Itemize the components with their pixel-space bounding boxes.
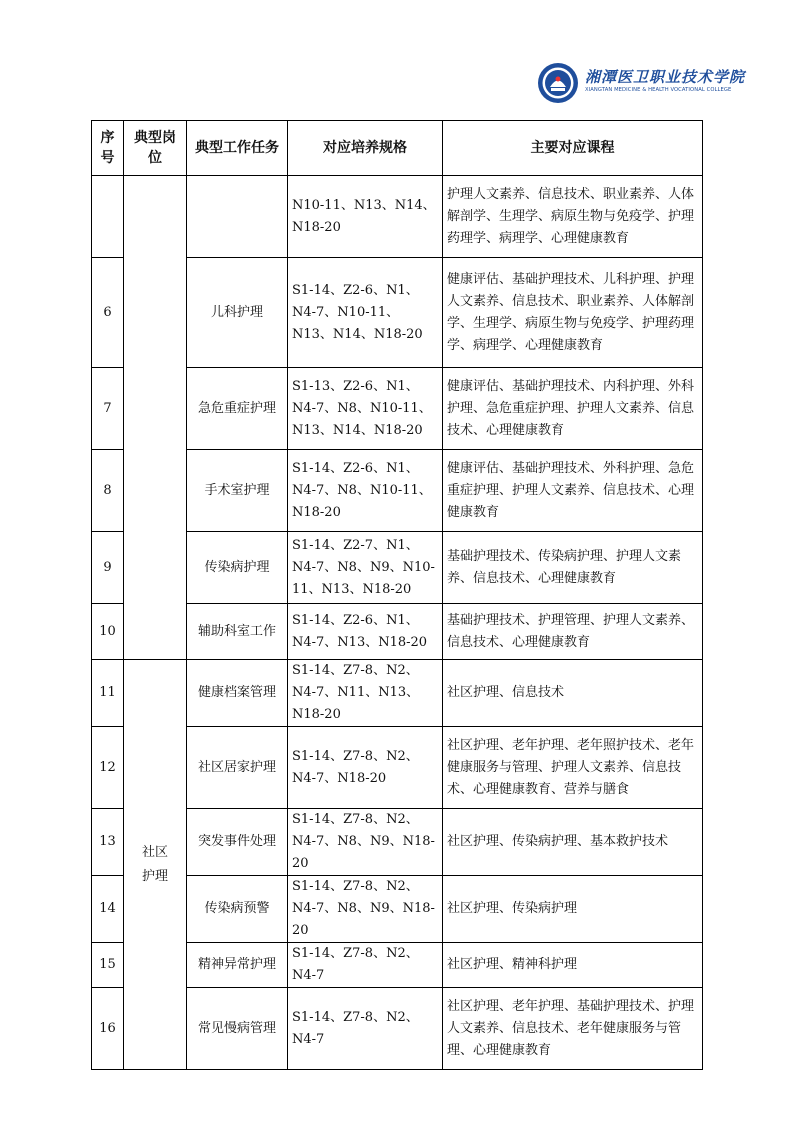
row-course: 社区护理、老年护理、基础护理技术、护理人文素养、信息技术、老年健康服务与管理、心理健康教育: [443, 988, 703, 1070]
row-task: 常见慢病管理: [187, 988, 288, 1070]
row-no: 6: [92, 258, 124, 368]
college-seal-icon: [537, 62, 579, 104]
row-spec: S1-13、Z2-6、N1、N4-7、N8、N10-11、N13、N14、N18-20: [288, 368, 443, 450]
row-spec: S1-14、Z2-6、N1、N4-7、N10-11、N13、N14、N18-20: [288, 258, 443, 368]
row-spec: S1-14、Z7-8、N2、N4-7、N8、N9、N18-20: [288, 876, 443, 943]
row-spec: N10-11、N13、N14、N18-20: [288, 176, 443, 258]
row-spec: S1-14、Z2-6、N1、N4-7、N8、N10-11、N18-20: [288, 450, 443, 532]
post-cell: [124, 176, 187, 660]
row-course: 健康评估、基础护理技术、内科护理、外科护理、急危重症护理、护理人文素养、信息技术、心理健康教育: [443, 368, 703, 450]
row-task: 儿科护理: [187, 258, 288, 368]
header-course: 主要对应课程: [443, 121, 703, 176]
row-no: 11: [92, 660, 124, 727]
college-logo: [537, 60, 746, 110]
row-course: 社区护理、传染病护理: [443, 876, 703, 943]
row-no: 7: [92, 368, 124, 450]
row-course: 社区护理、传染病护理、基本救护技术: [443, 809, 703, 876]
row-course: 社区护理、老年护理、老年照护技术、老年健康服务与管理、护理人文素养、信息技术、心理健康教育、营养与膳食: [443, 727, 703, 809]
row-spec: S1-14、Z7-8、N2、N4-7、N8、N9、N18-20: [288, 809, 443, 876]
header-spec: 对应培养规格: [288, 121, 443, 176]
header-task: 典型工作任务: [187, 121, 288, 176]
row-task: 急危重症护理: [187, 368, 288, 450]
row-no: 9: [92, 532, 124, 604]
curriculum-table: [91, 120, 703, 1070]
row-course: 健康评估、基础护理技术、儿科护理、护理人文素养、信息技术、职业素养、人体解剖学、生理学、病原生物与免疫学、护理药理学、病理学、心理健康教育: [443, 258, 703, 368]
header-post: 典型岗位: [124, 121, 187, 176]
college-name-cn: 湘潭医卫职业技术学院: [585, 68, 746, 86]
row-no: 13: [92, 809, 124, 876]
row-task: 健康档案管理: [187, 660, 288, 727]
row-course: 社区护理、精神科护理: [443, 943, 703, 988]
row-spec: S1-14、Z7-8、N2、N4-7: [288, 988, 443, 1070]
college-name-en: XIANGTAN MEDICINE & HEALTH VOCATIONAL COLLEGE: [585, 87, 732, 93]
row-course: 基础护理技术、传染病护理、护理人文素养、信息技术、心理健康教育: [443, 532, 703, 604]
post-community-label: 社区护理: [141, 844, 168, 884]
row-course: 护理人文素养、信息技术、职业素养、人体解剖学、生理学、病原生物与免疫学、护理药理学、病理学、心理健康教育: [443, 176, 703, 258]
row-no: 16: [92, 988, 124, 1070]
row-task: 辅助科室工作: [187, 604, 288, 660]
row-no: 15: [92, 943, 124, 988]
row-task: 手术室护理: [187, 450, 288, 532]
row-task: [187, 176, 288, 258]
row-task: 传染病护理: [187, 532, 288, 604]
row-spec: S1-14、Z7-8、N2、N4-7: [288, 943, 443, 988]
row-task: 精神异常护理: [187, 943, 288, 988]
header-row: [92, 121, 703, 176]
row-no: 8: [92, 450, 124, 532]
header-no: 序号: [92, 121, 124, 176]
row-no: 14: [92, 876, 124, 943]
row-task: 传染病预警: [187, 876, 288, 943]
table-row: [92, 660, 703, 727]
post-community: [124, 660, 187, 1070]
row-course: 基础护理技术、护理管理、护理人文素养、信息技术、心理健康教育: [443, 604, 703, 660]
row-no: [92, 176, 124, 258]
row-spec: S1-14、Z7-8、N2、N4-7、N11、N13、N18-20: [288, 660, 443, 727]
row-spec: S1-14、Z2-6、N1、N4-7、N13、N18-20: [288, 604, 443, 660]
row-task: 社区居家护理: [187, 727, 288, 809]
row-no: 10: [92, 604, 124, 660]
row-no: 12: [92, 727, 124, 809]
row-spec: S1-14、Z2-7、N1、N4-7、N8、N9、N10-11、N13、N18-20: [288, 532, 443, 604]
row-task: 突发事件处理: [187, 809, 288, 876]
table-row: [92, 176, 703, 258]
row-course: 社区护理、信息技术: [443, 660, 703, 727]
row-spec: S1-14、Z7-8、N2、N4-7、N18-20: [288, 727, 443, 809]
row-course: 健康评估、基础护理技术、外科护理、急危重症护理、护理人文素养、信息技术、心理健康教育: [443, 450, 703, 532]
